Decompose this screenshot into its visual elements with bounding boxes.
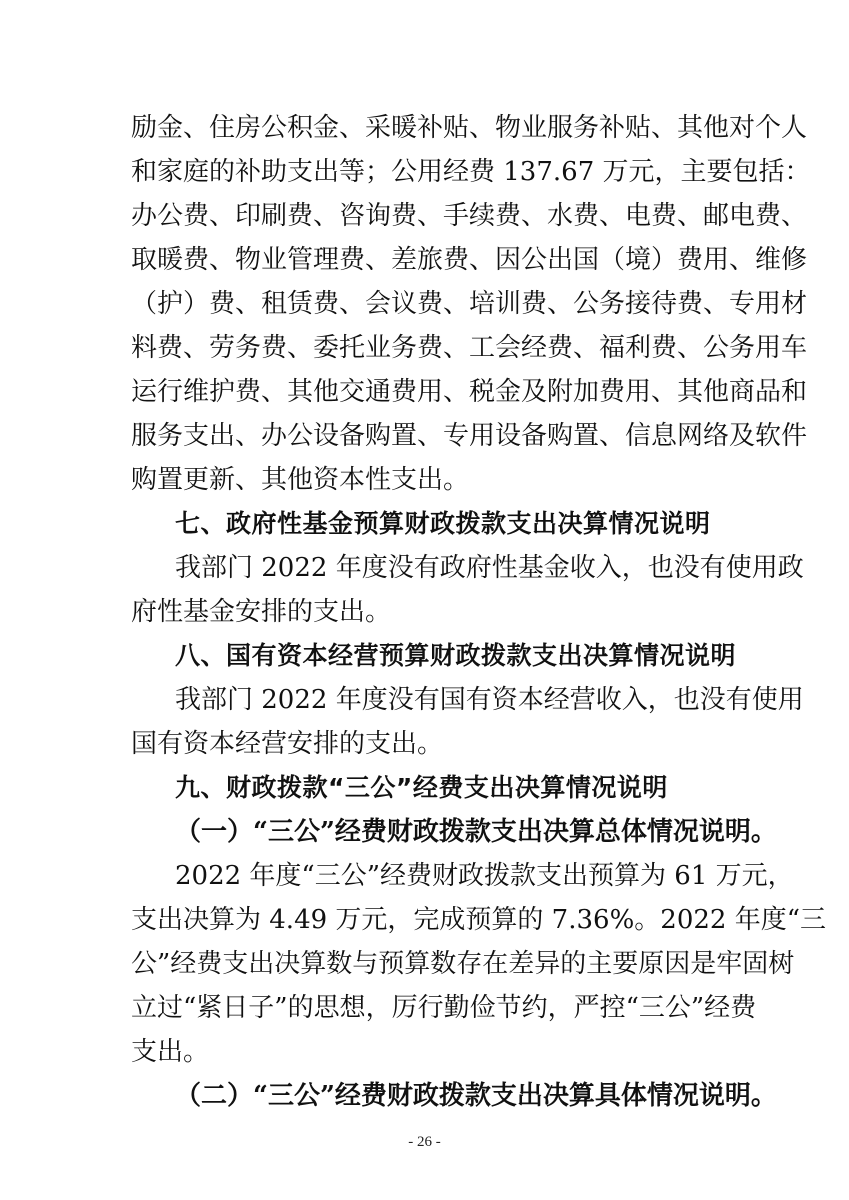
subsection-heading-2: （二）“三公”经费财政拨款支出决算具体情况说明。 — [175, 1081, 777, 1111]
section-heading-8: 八、国有资本经营预算财政拨款支出决算情况说明 — [175, 641, 737, 670]
paragraph-line: 支出决算为 4.49 万元，完成预算的 7.36%。2022 年度“三 — [131, 905, 827, 935]
paragraph-line: 国有资本经营安排的支出。 — [131, 729, 444, 759]
paragraph-line: 立过“紧日子”的思想，厉行勤俭节约，严控“三公”经费 — [131, 993, 757, 1023]
paragraph-line: 取暖费、物业管理费、差旅费、因公出国（境）费用、维修 — [131, 245, 808, 275]
paragraph-line: 和家庭的补助支出等；公用经费 137.67 万元，主要包括： — [131, 157, 811, 187]
paragraph-line: 2022 年度“三公”经费财政拨款支出预算为 61 万元， — [175, 861, 794, 891]
paragraph-line: 办公费、印刷费、咨询费、手续费、水费、电费、邮电费、 — [131, 201, 808, 231]
section-heading-9: 九、财政拨款“三公”经费支出决算情况说明 — [175, 773, 668, 802]
paragraph-line: 府性基金安排的支出。 — [131, 597, 392, 627]
paragraph-line: 我部门 2022 年度没有国有资本经营收入，也没有使用 — [175, 685, 804, 715]
paragraph-line: 我部门 2022 年度没有政府性基金收入，也没有使用政 — [175, 553, 804, 583]
paragraph-line: 支出。 — [131, 1037, 210, 1067]
paragraph-line: 公”经费支出决算数与预算数存在差异的主要原因是牢固树 — [131, 949, 795, 979]
paragraph-line: （护）费、租赁费、会议费、培训费、公务接待费、专用材 — [131, 289, 808, 319]
paragraph-line: 服务支出、办公设备购置、专用设备购置、信息网络及软件 — [131, 421, 808, 451]
paragraph-line: 运行维护费、其他交通费用、税金及附加费用、其他商品和 — [131, 377, 808, 407]
section-heading-7: 七、政府性基金预算财政拨款支出决算情况说明 — [175, 509, 711, 538]
paragraph-line: 料费、劳务费、委托业务费、工会经费、福利费、公务用车 — [131, 333, 808, 363]
page-number: - 26 - — [408, 1134, 441, 1150]
paragraph-line: 购置更新、其他资本性支出。 — [131, 465, 470, 495]
subsection-heading-1: （一）“三公”经费财政拨款支出决算总体情况说明。 — [175, 817, 777, 847]
paragraph-line: 励金、住房公积金、采暖补贴、物业服务补贴、其他对个人 — [131, 113, 808, 143]
